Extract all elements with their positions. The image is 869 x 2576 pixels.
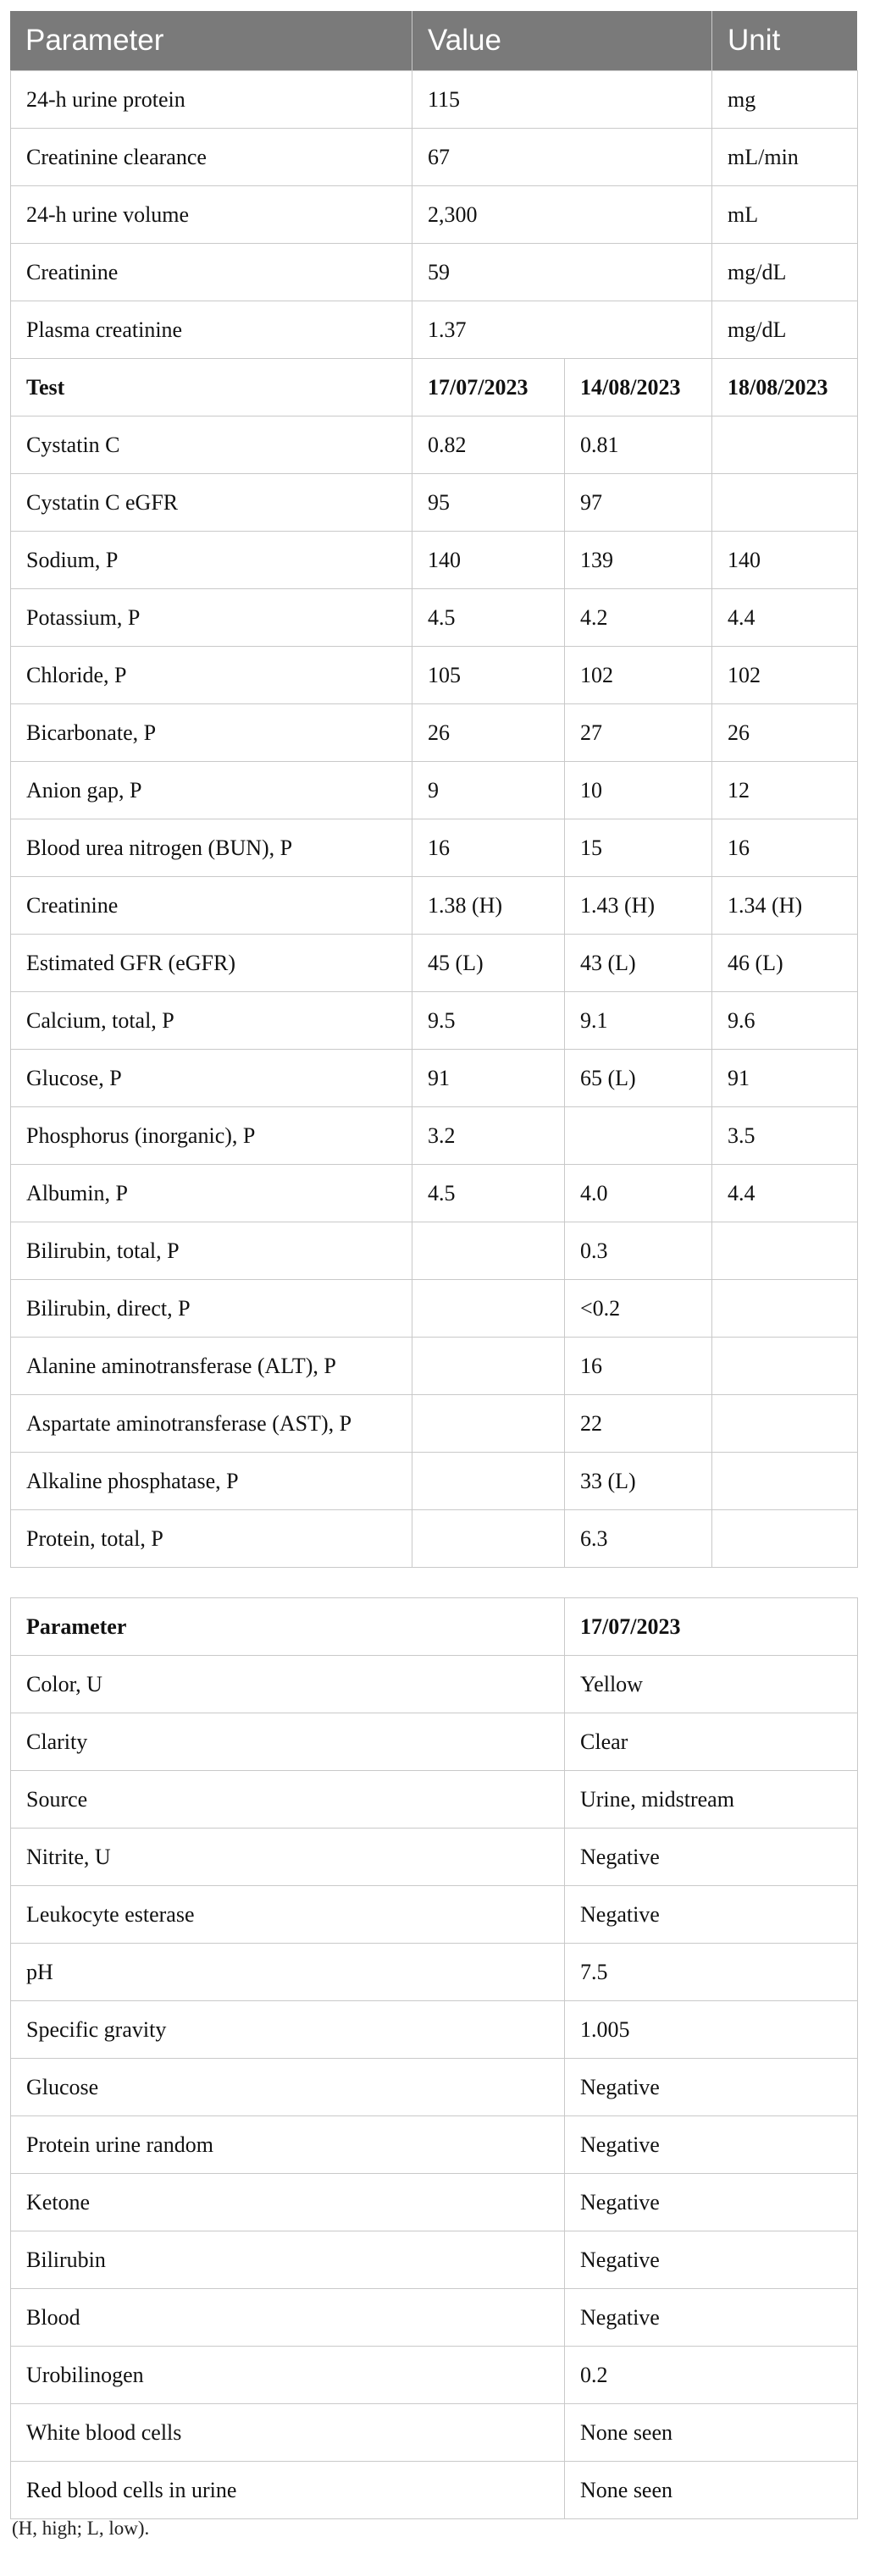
result-cell: 0.82 (412, 416, 565, 474)
result-cell: 1.43 (H) (565, 877, 712, 935)
table-row (11, 1165, 858, 1222)
results-table (10, 70, 858, 1568)
result-cell: 1.38 (H) (412, 877, 565, 935)
result-cell: 9.1 (565, 992, 712, 1050)
table-row (11, 1395, 858, 1453)
table-row (11, 819, 858, 877)
result-cell: 22 (565, 1395, 712, 1453)
unit-cell: mg (712, 71, 858, 129)
test-name-cell: Sodium, P (11, 532, 412, 589)
result-cell: 4.5 (412, 1165, 565, 1222)
test-name-cell: Calcium, total, P (11, 992, 412, 1050)
test-name-cell: Estimated GFR (eGFR) (11, 935, 412, 992)
result-cell: 102 (565, 647, 712, 704)
result-cell: 4.5 (412, 589, 565, 647)
result-cell: 15 (565, 819, 712, 877)
table-row (11, 2231, 858, 2289)
result-cell: 9.5 (412, 992, 565, 1050)
test-name-cell: Albumin, P (11, 1165, 412, 1222)
result-cell: 105 (412, 647, 565, 704)
result-cell: 9 (412, 762, 565, 819)
result-cell: 0.2 (565, 2347, 858, 2404)
header-value: Value (412, 11, 711, 70)
result-cell: 4.4 (712, 589, 858, 647)
result-cell: Urine, midstream (565, 1771, 858, 1829)
table-row (11, 2116, 858, 2174)
result-cell: Negative (565, 1829, 858, 1886)
result-cell: None seen (565, 2462, 858, 2519)
parameter-cell: Glucose (11, 2059, 565, 2116)
table-header (10, 11, 857, 70)
table-row (11, 589, 858, 647)
date-header-cell: 17/07/2023 (412, 359, 565, 416)
table-row (11, 1656, 858, 1713)
table-row (11, 762, 858, 819)
result-cell: 33 (L) (565, 1453, 712, 1510)
result-cell (712, 1338, 858, 1395)
table-row (11, 935, 858, 992)
footnote: (H, high; L, low). (12, 2518, 150, 2539)
table-row (11, 1713, 858, 1771)
table-row (11, 2174, 858, 2231)
table-row (11, 2347, 858, 2404)
result-cell: 6.3 (565, 1510, 712, 1568)
unit-cell: mg/dL (712, 301, 858, 359)
result-cell (412, 1453, 565, 1510)
result-cell: 45 (L) (412, 935, 565, 992)
result-cell: 95 (412, 474, 565, 532)
result-cell: 3.5 (712, 1107, 858, 1165)
date-header-cell: 18/08/2023 (712, 359, 858, 416)
test-name-cell: Bicarbonate, P (11, 704, 412, 762)
result-cell: Clear (565, 1713, 858, 1771)
table-row (11, 1453, 858, 1510)
table-row (11, 1771, 858, 1829)
unit-cell: mL (712, 186, 858, 244)
parameter-cell: Urobilinogen (11, 2347, 565, 2404)
result-cell (712, 1222, 858, 1280)
result-cell: 12 (712, 762, 858, 819)
table-row (11, 1338, 858, 1395)
parameter-cell: Creatinine clearance (11, 129, 412, 186)
result-cell: 91 (412, 1050, 565, 1107)
result-cell (712, 1395, 858, 1453)
table-row (11, 2289, 858, 2347)
result-cell: 43 (L) (565, 935, 712, 992)
result-cell: 26 (412, 704, 565, 762)
parameter-cell: Source (11, 1771, 565, 1829)
table-row (11, 1050, 858, 1107)
result-cell: 4.0 (565, 1165, 712, 1222)
result-cell: 1.005 (565, 2001, 858, 2059)
result-cell (565, 1107, 712, 1165)
result-cell (712, 416, 858, 474)
parameter-cell: White blood cells (11, 2404, 565, 2462)
table-row (11, 2404, 858, 2462)
result-cell (712, 1453, 858, 1510)
test-name-cell: Alkaline phosphatase, P (11, 1453, 412, 1510)
test-name-cell: Phosphorus (inorganic), P (11, 1107, 412, 1165)
result-cell: 46 (L) (712, 935, 858, 992)
result-cell: 7.5 (565, 1944, 858, 2001)
result-cell: 140 (712, 532, 858, 589)
result-cell (712, 1280, 858, 1338)
result-cell: Negative (565, 2059, 858, 2116)
result-cell: Negative (565, 2116, 858, 2174)
table-row (11, 1944, 858, 2001)
parameter-cell: Ketone (11, 2174, 565, 2231)
result-cell: 102 (712, 647, 858, 704)
value-cell: 1.37 (412, 301, 712, 359)
table-row (11, 1510, 858, 1568)
test-name-cell: Bilirubin, direct, P (11, 1280, 412, 1338)
urinalysis-subheader-row (11, 1598, 858, 1656)
parameter-cell: Leukocyte esterase (11, 1886, 565, 1944)
value-cell: 59 (412, 244, 712, 301)
result-cell: 0.3 (565, 1222, 712, 1280)
table-row (11, 1222, 858, 1280)
date-header-cell: 17/07/2023 (565, 1598, 858, 1656)
parameter-cell: 24-h urine protein (11, 71, 412, 129)
result-cell (412, 1395, 565, 1453)
parameter-cell: Clarity (11, 1713, 565, 1771)
table-row (11, 416, 858, 474)
result-cell (412, 1280, 565, 1338)
test-name-cell: Bilirubin, total, P (11, 1222, 412, 1280)
result-cell: 1.34 (H) (712, 877, 858, 935)
result-cell (412, 1510, 565, 1568)
table-row (11, 186, 858, 244)
test-name-cell: Chloride, P (11, 647, 412, 704)
value-cell: 67 (412, 129, 712, 186)
parameter-cell: 24-h urine volume (11, 186, 412, 244)
result-cell: Yellow (565, 1656, 858, 1713)
result-cell: 26 (712, 704, 858, 762)
result-cell: 91 (712, 1050, 858, 1107)
result-cell: None seen (565, 2404, 858, 2462)
header-unit: Unit (711, 11, 857, 70)
parameter-header-cell: Parameter (11, 1598, 565, 1656)
test-name-cell: Glucose, P (11, 1050, 412, 1107)
value-cell: 115 (412, 71, 712, 129)
result-cell: 140 (412, 532, 565, 589)
result-cell: 97 (565, 474, 712, 532)
result-cell (412, 1222, 565, 1280)
results-table-body (11, 71, 858, 1568)
test-name-cell: Alanine aminotransferase (ALT), P (11, 1338, 412, 1395)
table-row (11, 129, 858, 186)
result-cell: Negative (565, 2174, 858, 2231)
date-header-cell: 14/08/2023 (565, 359, 712, 416)
result-cell: 10 (565, 762, 712, 819)
result-cell (712, 1510, 858, 1568)
table-row (11, 71, 858, 129)
unit-cell: mg/dL (712, 244, 858, 301)
table-row (11, 1829, 858, 1886)
result-cell (712, 474, 858, 532)
result-cell: 3.2 (412, 1107, 565, 1165)
unit-cell: mL/min (712, 129, 858, 186)
result-cell: <0.2 (565, 1280, 712, 1338)
test-header-cell: Test (11, 359, 412, 416)
table-row (11, 1886, 858, 1944)
test-name-cell: Protein, total, P (11, 1510, 412, 1568)
result-cell: 27 (565, 704, 712, 762)
test-name-cell: Anion gap, P (11, 762, 412, 819)
parameter-cell: pH (11, 1944, 565, 2001)
result-cell: 16 (412, 819, 565, 877)
test-name-cell: Cystatin C eGFR (11, 474, 412, 532)
result-cell: 0.81 (565, 416, 712, 474)
result-cell: 4.2 (565, 589, 712, 647)
table-row (11, 244, 858, 301)
table-row (11, 2462, 858, 2519)
chemistry-subheader-row (11, 359, 858, 416)
urinalysis-table-body (11, 1598, 858, 2519)
table-row (11, 704, 858, 762)
table-row (11, 877, 858, 935)
result-cell: 16 (712, 819, 858, 877)
result-cell: 16 (565, 1338, 712, 1395)
result-cell: Negative (565, 2231, 858, 2289)
test-name-cell: Cystatin C (11, 416, 412, 474)
parameter-cell: Protein urine random (11, 2116, 565, 2174)
table-row (11, 532, 858, 589)
test-name-cell: Aspartate aminotransferase (AST), P (11, 1395, 412, 1453)
result-cell: Negative (565, 1886, 858, 1944)
urinalysis-table (10, 1597, 858, 2519)
test-name-cell: Potassium, P (11, 589, 412, 647)
parameter-cell: Specific gravity (11, 2001, 565, 2059)
parameter-cell: Red blood cells in urine (11, 2462, 565, 2519)
result-cell: 4.4 (712, 1165, 858, 1222)
parameter-cell: Creatinine (11, 244, 412, 301)
table-row (11, 2001, 858, 2059)
parameter-cell: Color, U (11, 1656, 565, 1713)
parameter-cell: Blood (11, 2289, 565, 2347)
table-row (11, 2059, 858, 2116)
result-cell: 65 (L) (565, 1050, 712, 1107)
table-row (11, 1280, 858, 1338)
table-row (11, 301, 858, 359)
header-parameter: Parameter (25, 24, 164, 57)
test-name-cell: Blood urea nitrogen (BUN), P (11, 819, 412, 877)
result-cell: 9.6 (712, 992, 858, 1050)
table-row (11, 992, 858, 1050)
test-name-cell: Creatinine (11, 877, 412, 935)
table-row (11, 474, 858, 532)
parameter-cell: Bilirubin (11, 2231, 565, 2289)
value-cell: 2,300 (412, 186, 712, 244)
parameter-cell: Plasma creatinine (11, 301, 412, 359)
table-row (11, 1107, 858, 1165)
result-cell (412, 1338, 565, 1395)
parameter-cell: Nitrite, U (11, 1829, 565, 1886)
table-row (11, 647, 858, 704)
result-cell: Negative (565, 2289, 858, 2347)
result-cell: 139 (565, 532, 712, 589)
